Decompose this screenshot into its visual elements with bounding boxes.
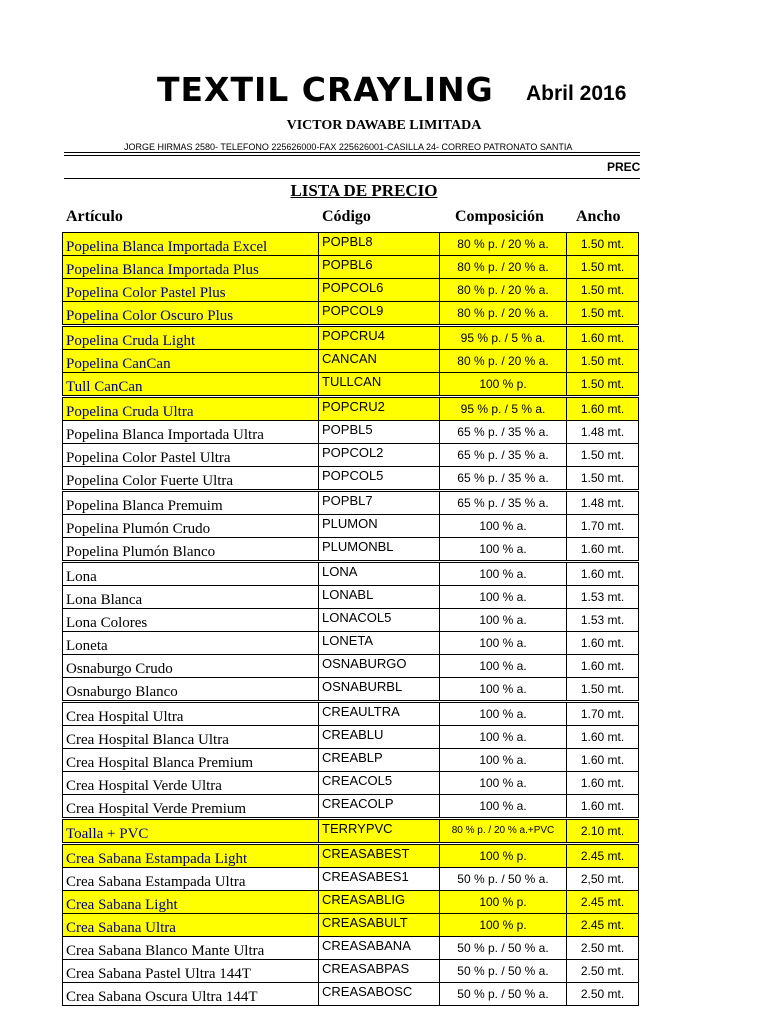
product-composition: 100 % a. <box>440 749 567 772</box>
product-code: OSNABURGO <box>319 655 440 678</box>
table-row <box>63 397 639 421</box>
product-width: 1.60 mt. <box>567 726 639 749</box>
price-label: PREC <box>607 160 641 174</box>
table-row <box>63 562 639 586</box>
table-row <box>63 726 639 749</box>
product-width: 1.60 mt. <box>567 632 639 655</box>
product-code: CREASABES1 <box>319 868 440 891</box>
product-code: POPBL7 <box>319 491 440 515</box>
product-code: LONABL <box>319 586 440 609</box>
table-row <box>63 937 639 960</box>
table-row <box>63 795 639 819</box>
product-width: 1.50 mt. <box>567 302 639 326</box>
product-width: 1.60 mt. <box>567 538 639 562</box>
product-code: CREACOL5 <box>319 772 440 795</box>
product-width: 1.60 mt. <box>567 655 639 678</box>
product-name: Popelina Plumón Blanco <box>63 538 319 562</box>
product-code: LONETA <box>319 632 440 655</box>
column-header-ancho: Ancho <box>576 208 621 225</box>
company-address: JORGE HIRMAS 2580- TELEFONO 225626000-FAX 225626001-CASILLA 24- CORREO PATRONATO SANTIA <box>124 142 573 152</box>
product-name: Popelina Color Pastel Plus <box>63 279 319 302</box>
product-name: Crea Sabana Blanco Mante Ultra <box>63 937 319 960</box>
table-row <box>63 467 639 491</box>
product-composition: 100 % p. <box>440 891 567 914</box>
product-composition: 65 % p. / 35 % a. <box>440 421 567 444</box>
product-name: Crea Hospital Blanca Ultra <box>63 726 319 749</box>
table-row <box>63 515 639 538</box>
product-code: POPBL5 <box>319 421 440 444</box>
product-composition: 50 % p. / 50 % a. <box>440 937 567 960</box>
product-name: Crea Sabana Oscura Ultra 144T <box>63 983 319 1006</box>
product-name: Popelina Plumón Crudo <box>63 515 319 538</box>
product-composition: 95 % p. / 5 % a. <box>440 326 567 350</box>
product-code: CREASABULT <box>319 914 440 937</box>
product-composition: 50 % p. / 50 % a. <box>440 868 567 891</box>
brand-title: TEXTIL CRAYLING <box>157 70 494 109</box>
table-row <box>63 421 639 444</box>
table-row <box>63 678 639 702</box>
product-width: 1.60 mt. <box>567 397 639 421</box>
product-code: POPCOL9 <box>319 302 440 326</box>
product-composition: 50 % p. / 50 % a. <box>440 983 567 1006</box>
product-width: 1.60 mt. <box>567 772 639 795</box>
product-name: Popelina Color Fuerte Ultra <box>63 467 319 491</box>
product-width: 1.50 mt. <box>567 350 639 373</box>
product-width: 2.45 mt. <box>567 844 639 868</box>
table-row <box>63 586 639 609</box>
product-width: 1.53 mt. <box>567 609 639 632</box>
product-composition: 80 % p. / 20 % a. <box>440 233 567 256</box>
product-code: LONACOL5 <box>319 609 440 632</box>
product-code: CREABLU <box>319 726 440 749</box>
product-name: Popelina Blanca Premuim <box>63 491 319 515</box>
product-code: PLUMONBL <box>319 538 440 562</box>
product-code: POPCOL2 <box>319 444 440 467</box>
product-name: Crea Sabana Pastel Ultra 144T <box>63 960 319 983</box>
product-name: Popelina Blanca Importada Excel <box>63 233 319 256</box>
table-row <box>63 256 639 279</box>
product-name: Loneta <box>63 632 319 655</box>
product-name: Popelina Blanca Importada Ultra <box>63 421 319 444</box>
table-row <box>63 655 639 678</box>
list-title: LISTA DE PRECIO <box>290 181 438 200</box>
product-width: 1.53 mt. <box>567 586 639 609</box>
product-composition: 100 % a. <box>440 538 567 562</box>
document-date: Abril 2016 <box>526 82 627 105</box>
product-code: TULLCAN <box>319 373 440 397</box>
product-width: 1.60 mt. <box>567 749 639 772</box>
product-name: Crea Sabana Estampada Light <box>63 844 319 868</box>
product-code: CREASABOSC <box>319 983 440 1006</box>
table-row <box>63 868 639 891</box>
table-row <box>63 609 639 632</box>
product-width: 1.60 mt. <box>567 795 639 819</box>
product-width: 1.60 mt. <box>567 326 639 350</box>
product-name: Osnaburgo Blanco <box>63 678 319 702</box>
product-width: 1.50 mt. <box>567 444 639 467</box>
table-row <box>63 279 639 302</box>
table-row <box>63 702 639 726</box>
product-width: 2.50 mt. <box>567 960 639 983</box>
product-name: Crea Sabana Estampada Ultra <box>63 868 319 891</box>
product-name: Tull CanCan <box>63 373 319 397</box>
product-width: 1.50 mt. <box>567 467 639 491</box>
product-width: 1.48 mt. <box>567 491 639 515</box>
address-divider <box>64 152 640 153</box>
product-name: Osnaburgo Crudo <box>63 655 319 678</box>
product-name: Toalla + PVC <box>63 819 319 844</box>
table-row <box>63 444 639 467</box>
product-composition: 80 % p. / 20 % a.+PVC <box>440 819 567 844</box>
product-name: Crea Hospital Blanca Premium <box>63 749 319 772</box>
product-width: 1.50 mt. <box>567 373 639 397</box>
product-composition: 100 % a. <box>440 678 567 702</box>
product-name: Popelina CanCan <box>63 350 319 373</box>
column-header-composicion: Composición <box>455 208 544 225</box>
product-width: 2.50 mt. <box>567 937 639 960</box>
product-name: Popelina Cruda Ultra <box>63 397 319 421</box>
price-table <box>62 232 639 1006</box>
product-width: 1.48 mt. <box>567 421 639 444</box>
product-code: CREASABLIG <box>319 891 440 914</box>
product-code: CREAULTRA <box>319 702 440 726</box>
product-width: 1.50 mt. <box>567 256 639 279</box>
table-row <box>63 772 639 795</box>
product-code: POPBL6 <box>319 256 440 279</box>
company-name: VICTOR DAWABE LIMITADA <box>286 118 482 133</box>
product-composition: 80 % p. / 20 % a. <box>440 302 567 326</box>
product-composition: 100 % a. <box>440 515 567 538</box>
product-code: CREASABPAS <box>319 960 440 983</box>
product-composition: 100 % a. <box>440 632 567 655</box>
table-row <box>63 844 639 868</box>
product-composition: 100 % a. <box>440 702 567 726</box>
table-row <box>63 538 639 562</box>
table-row <box>63 914 639 937</box>
product-composition: 100 % a. <box>440 795 567 819</box>
product-code: LONA <box>319 562 440 586</box>
table-row <box>63 326 639 350</box>
product-name: Popelina Color Pastel Ultra <box>63 444 319 467</box>
product-width: 1.70 mt. <box>567 515 639 538</box>
product-composition: 95 % p. / 5 % a. <box>440 397 567 421</box>
product-code: POPCRU2 <box>319 397 440 421</box>
product-composition: 80 % p. / 20 % a. <box>440 350 567 373</box>
header-divider <box>64 178 640 179</box>
product-width: 1.50 mt. <box>567 279 639 302</box>
product-composition: 100 % a. <box>440 726 567 749</box>
product-composition: 100 % a. <box>440 609 567 632</box>
product-width: 1.50 mt. <box>567 678 639 702</box>
product-name: Crea Sabana Ultra <box>63 914 319 937</box>
product-name: Lona <box>63 562 319 586</box>
product-code: CREASABANA <box>319 937 440 960</box>
product-code: PLUMON <box>319 515 440 538</box>
product-code: CANCAN <box>319 350 440 373</box>
price-table-body <box>63 233 639 1006</box>
product-name: Crea Hospital Verde Ultra <box>63 772 319 795</box>
column-header-articulo: Artículo <box>66 208 123 225</box>
product-composition: 80 % p. / 20 % a. <box>440 256 567 279</box>
table-row <box>63 819 639 844</box>
product-code: OSNABURBL <box>319 678 440 702</box>
table-row <box>63 233 639 256</box>
table-row <box>63 891 639 914</box>
table-row <box>63 302 639 326</box>
table-row <box>63 749 639 772</box>
product-composition: 50 % p. / 50 % a. <box>440 960 567 983</box>
table-row <box>63 960 639 983</box>
product-name: Crea Sabana Light <box>63 891 319 914</box>
product-name: Popelina Color Oscuro Plus <box>63 302 319 326</box>
product-width: 1.70 mt. <box>567 702 639 726</box>
product-code: POPBL8 <box>319 233 440 256</box>
table-row <box>63 373 639 397</box>
product-name: Popelina Cruda Light <box>63 326 319 350</box>
product-composition: 100 % a. <box>440 586 567 609</box>
product-code: POPCRU4 <box>319 326 440 350</box>
product-width: 2.50 mt. <box>567 983 639 1006</box>
product-code: CREACOLP <box>319 795 440 819</box>
product-composition: 65 % p. / 35 % a. <box>440 467 567 491</box>
product-composition: 80 % p. / 20 % a. <box>440 279 567 302</box>
product-composition: 65 % p. / 35 % a. <box>440 491 567 515</box>
product-code: CREABLP <box>319 749 440 772</box>
product-composition: 100 % a. <box>440 562 567 586</box>
product-composition: 100 % p. <box>440 844 567 868</box>
product-composition: 100 % p. <box>440 373 567 397</box>
product-code: TERRYPVC <box>319 819 440 844</box>
product-code: POPCOL6 <box>319 279 440 302</box>
column-header-codigo: Código <box>322 208 371 225</box>
product-name: Lona Colores <box>63 609 319 632</box>
table-row <box>63 491 639 515</box>
table-row <box>63 983 639 1006</box>
product-composition: 100 % p. <box>440 914 567 937</box>
product-composition: 100 % a. <box>440 772 567 795</box>
product-width: 2.45 mt. <box>567 914 639 937</box>
product-width: 1.50 mt. <box>567 233 639 256</box>
product-code: POPCOL5 <box>319 467 440 491</box>
product-width: 2.45 mt. <box>567 891 639 914</box>
table-row <box>63 350 639 373</box>
product-width: 2.10 mt. <box>567 819 639 844</box>
product-composition: 65 % p. / 35 % a. <box>440 444 567 467</box>
product-width: 2,50 mt. <box>567 868 639 891</box>
product-width: 1.60 mt. <box>567 562 639 586</box>
product-name: Popelina Blanca Importada Plus <box>63 256 319 279</box>
product-name: Lona Blanca <box>63 586 319 609</box>
table-row <box>63 632 639 655</box>
product-code: CREASABEST <box>319 844 440 868</box>
product-name: Crea Hospital Ultra <box>63 702 319 726</box>
address-divider-secondary <box>64 155 640 156</box>
product-composition: 100 % a. <box>440 655 567 678</box>
product-name: Crea Hospital Verde Premium <box>63 795 319 819</box>
